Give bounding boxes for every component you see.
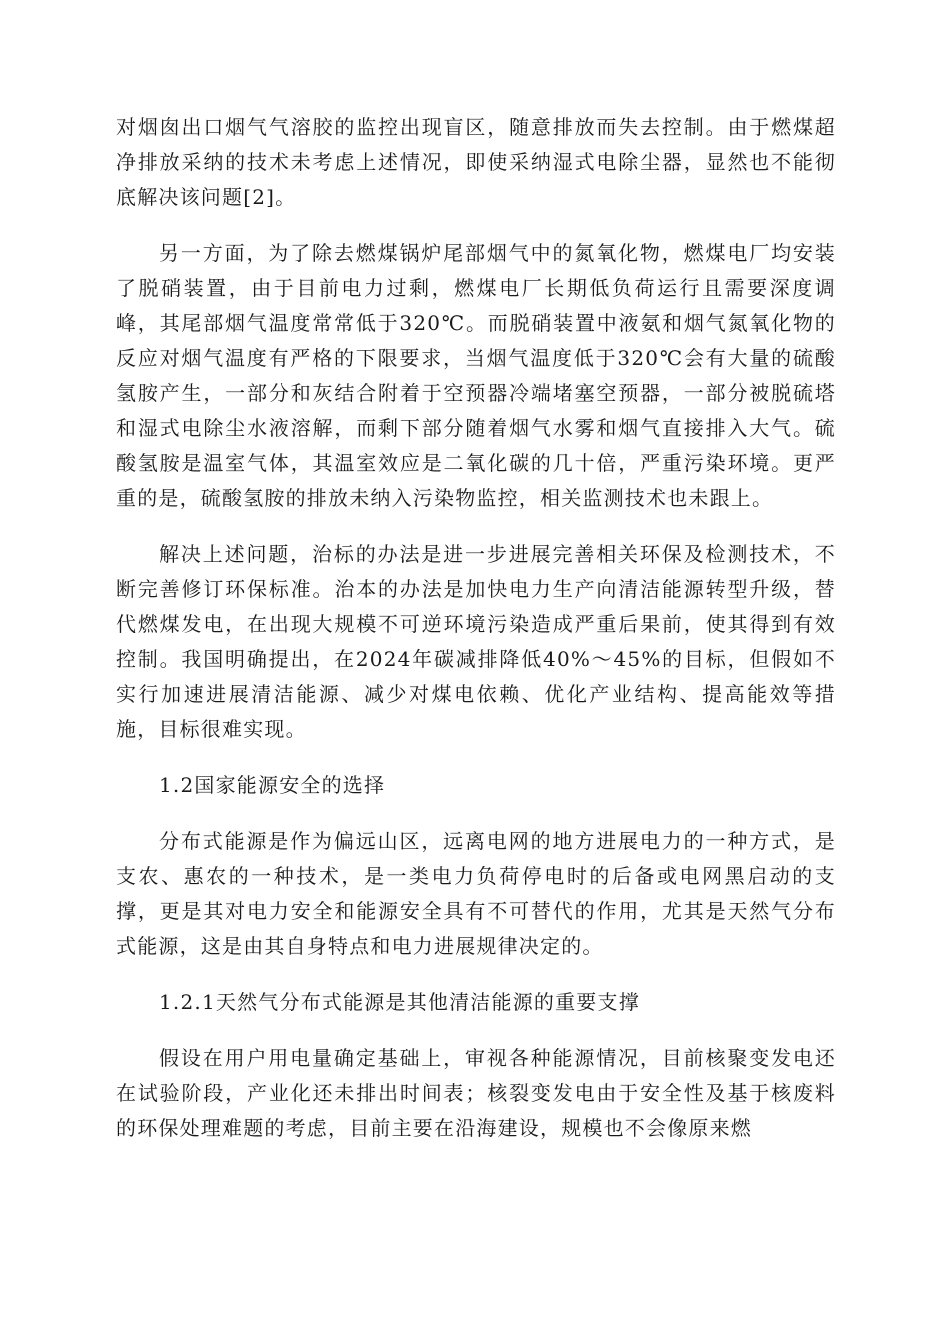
paragraph-denitrification: 另一方面，为了除去燃煤锅炉尾部烟气中的氮氧化物，燃煤电厂均安装了脱硝装置，由于目前电力过剩，燃煤电厂长期低负荷运行且需要深度调峰，其尾部烟气温度常常低于320℃。而脱硝装置中液氨和烟气氮氧化物的反应对烟气温度有严格的下限要求，当烟气温度低于320℃会有大量的硫酸氢胺产生，一部分和灰结合附着于空预器冷端堵塞空预器，一部分被脱硫塔和湿式电除尘水液溶解，而剩下部分随着烟气水雾和烟气直接排入大气。硫酸氢胺是温室气体，其温室效应是二氧化碳的几十倍，严重污染环境。更严重的是，硫酸氢胺的排放未纳入污染物监控，相关监测技术也未跟上。: [116, 241, 836, 510]
paragraph-solutions: 解决上述问题，治标的办法是进一步进展完善相关环保及检测技术，不断完善修订环保标准。治本的办法是加快电力生产向清洁能源转型升级，替代燃煤发电，在出现大规模不可逆环境污染造成严重后果前，使其得到有效控制。我国明确提出，在2024年碳减排降低40%～45%的目标，但假如不实行加速进展清洁能源、减少对煤电依赖、优化产业结构、提高能效等措施，目标很难实现。: [116, 542, 836, 741]
paragraph-energy-review: 假设在用户用电量确定基础上，审视各种能源情况，目前核聚变发电还在试验阶段，产业化还未排出时间表；核裂变发电由于安全性及基于核废料的环保处理难题的考虑，目前主要在沿海建设，规模也不会像原来燃: [116, 1046, 836, 1140]
section-heading-1-2-1: 1.2.1天然气分布式能源是其他清洁能源的重要支撑: [159, 990, 640, 1014]
document-body: [116, 110, 836, 1167]
paragraph-distributed-energy: 分布式能源是作为偏远山区，远离电网的地方进展电力的一种方式，是支农、惠农的一种技术，是一类电力负荷停电时的后备或电网黑启动的支撑，更是其对电力安全和能源安全具有不可替代的作用，尤其是天然气分布式能源，这是由其自身特点和电力进展规律决定的。: [116, 829, 836, 958]
section-heading-1-2: 1.2国家能源安全的选择: [159, 773, 386, 797]
paragraph-aerosol-monitoring: 对烟囱出口烟气气溶胶的监控出现盲区，随意排放而失去控制。由于燃煤超净排放采纳的技术未考虑上述情况，即使采纳湿式电除尘器，显然也不能彻底解决该问题[2]。: [116, 115, 836, 209]
